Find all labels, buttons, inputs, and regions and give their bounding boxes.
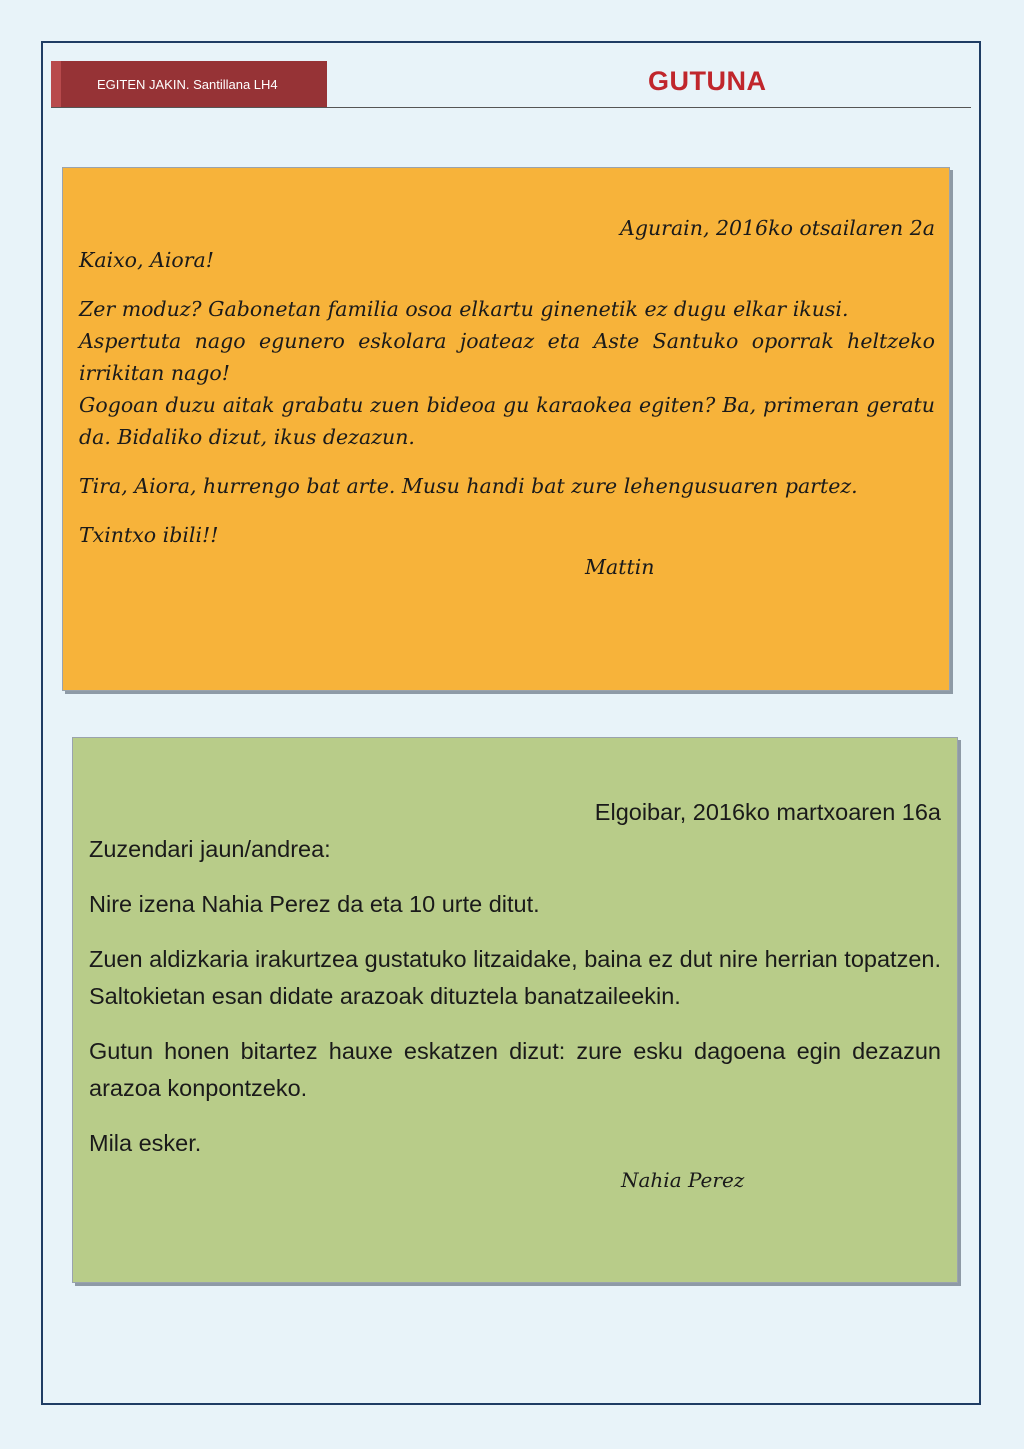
page-title: GUTUNA	[648, 66, 767, 96]
letter1-paragraph: Zer moduz? Gabonetan familia osoa elkartu ginenetik ez dugu elkar ikusi.	[79, 297, 849, 321]
letter1-paragraph: Tira, Aiora, hurrengo bat arte. Musu handi bat zure lehengusuaren partez.	[79, 474, 858, 498]
letter1-paragraph: Gogoan duzu aitak grabatu zuen bideoa gu karaokea egiten? Ba, primeran geratu da. Bidaliko dizut, ikus dezazun.	[79, 393, 935, 449]
letter1-date: Agurain, 2016ko otsailaren 2a	[620, 216, 935, 240]
letter2-date: Elgoibar, 2016ko martxoaren 16a	[594, 799, 941, 825]
header-divider	[51, 107, 971, 108]
letter-informal	[62, 167, 950, 691]
letter2-paragraph: Zuen aldizkaria irakurtzea gustatuko litzaidake, baina ez dut nire herrian topatzen. Saltokietan esan didate arazoak dituztela banatzaileekin.	[89, 946, 941, 1009]
letter2-paragraph: Gutun honen bitartez hauxe eskatzen dizut: zure esku dagoena egin dezazun arazoa konpontzeko.	[89, 1038, 941, 1101]
letter-formal	[72, 737, 958, 1283]
letter1-closing: Txintxo ibili!!	[79, 523, 219, 547]
letter1-signature: Mattin	[585, 555, 655, 579]
letter2-signature: Nahia Perez	[621, 1168, 745, 1192]
letter2-closing: Mila esker.	[89, 1130, 202, 1156]
letter2-paragraph: Nire izena Nahia Perez da eta 10 urte ditut.	[89, 891, 540, 917]
letter1-greeting: Kaixo, Aiora!	[79, 248, 214, 272]
header-tab: EGITEN JAKIN. Santillana LH4	[51, 61, 327, 108]
letter2-greeting: Zuzendari jaun/andrea:	[89, 836, 331, 862]
letter1-paragraph: Aspertuta nago egunero eskolara joateaz eta Aste Santuko oporrak heltzeko irrikitan nago!	[79, 329, 935, 385]
